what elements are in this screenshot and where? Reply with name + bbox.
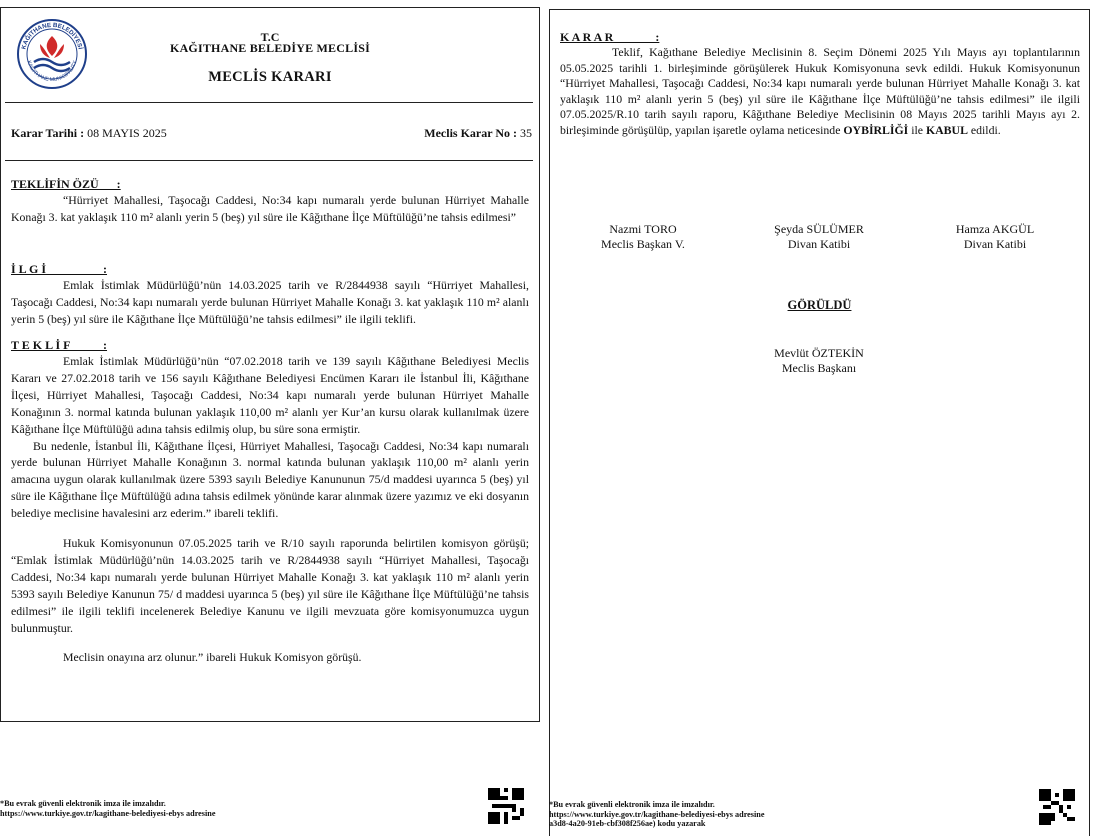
- right-footer-line-2[interactable]: https://www.turkiye.gov.tr/kagithane-belediyesi-ebys adresine: [549, 809, 765, 819]
- signature-2-role: Divan Katibi: [787, 237, 851, 251]
- signature-2-name: Şeyda SÜLÜMER: [774, 222, 864, 236]
- right-page: [549, 9, 1090, 836]
- karar-heading: K A R A R :: [560, 30, 660, 44]
- teklif-paragraph-2: Bu nedenle, İstanbul İli, Kâğıthane İlçesi, Hürriyet Mahallesi, Taşocağı Caddesi, No:34 kapı numaralı yerde bulunan Hürriyet Mahalle Konağının 3. normal katında bulunan yaklaşık 110,00 m² alanlı yerin amacına uygun olarak kullanılmak üzere 5393 sayılı Belediye Kanununun 75/d maddesi uyarınca 5 (beş) yıl süre ile Kâğıthane İlçe Müftülüğü adına tahsis edilmek yönünde karar alınmak üzere yazımız ve eki dosyanın belediye meclisine havalesini arz ederim.” ibareli teklifi.: [11, 438, 529, 521]
- meta-divider: [5, 160, 533, 161]
- footer-line-2[interactable]: https://www.turkiye.gov.tr/kagithane-belediyesi-ebys adresine: [0, 808, 216, 818]
- decision-date: [11, 126, 167, 141]
- section-komisyon: [11, 535, 529, 666]
- page-title: MECLİS KARARI: [208, 69, 332, 85]
- qr-code-icon: [1039, 789, 1075, 825]
- section-ilgi: [11, 262, 529, 328]
- ozu-text: “Hürriyet Mahallesi, Taşocağı Caddesi, No:34 kapı numaralı yerde bulunan Hürriyet Mahalle Konağı 3. kat yaklaşık 110 m² alanlı yerin 5 (beş) yıl süre ile Kâğıthane İlçe Müftülüğü’ne tahsis edilmesi”: [11, 193, 529, 224]
- signature-3-role: Divan Katibi: [963, 237, 1027, 251]
- header-tc: T.C: [260, 30, 280, 44]
- mayor-signature: [739, 346, 899, 376]
- signature-1-role: Meclis Başkan V.: [601, 237, 685, 251]
- section-karar: [560, 30, 1080, 139]
- ilgi-text: Emlak İstimlak Müdürlüğü’nün 14.03.2025 tarih ve R/2844938 sayılı “Hürriyet Mahallesi, Taşocağı Caddesi, No:34 kapı numaralı yerde bulunan Hürriyet Mahalle Konağı 3. kat yaklaşık 110 m² alanlı yerin 5 (beş) yıl süre ile Kâğıthane İlçe Müftülüğü’ne tahsis edilmesi” ile ilgili teklifi.: [11, 278, 529, 326]
- mayor-role: Meclis Başkanı: [781, 361, 857, 375]
- ozu-heading: TEKLİFİN ÖZÜ :: [11, 177, 121, 191]
- komisyon-paragraph-2: Meclisin onayına arz olunur.” ibareli Hukuk Komisyon görüşü.: [63, 650, 362, 665]
- ilgi-heading: İ L G İ :: [11, 262, 108, 276]
- decision-date-value: 08 MAYIS 2025: [84, 126, 167, 140]
- decision-number: [424, 126, 532, 141]
- karar-unanimous: OYBİRLİĞİ: [843, 122, 909, 137]
- karar-text-part-a: Teklif, Kağıthane Belediye Meclisinin 8. Seçim Dönemi 2025 Yılı Mayıs ayı toplantılarının 05.05.2025 tarihli 1. birleşiminde görüşülerek Hukuk Komisyonuna sevk edildi. Hukuk Komisyonunun “Hürriyet Mahallesi, Taşocağı Caddesi, No:34 kapı numaralı yerde bulunan Hürriyet Mahalle Konağı 3. kat yaklaşık 110 m² alanlı yerin 5 (beş) yıl süre ile Kâğıthane İlçe Müftülüğü’ne tahsis edilmesi” ile ilgili 07.05.2025/R.10 tarih sayılı raporu, Kâğıthane Belediye Meclisinin 08 Mayıs 2025 tarihli Mayıs ayı 2. birleşiminde görüşülüp, yapılan işaretle oylama neticesinde: [560, 45, 1080, 137]
- goruldu-heading: GÖRÜLDÜ: [787, 298, 852, 312]
- teklif-paragraph-1: Emlak İstimlak Müdürlüğü’nün “07.02.2018 tarih ve 139 sayılı Kâğıthane Belediyesi Meclis Kararı ve 27.02.2018 tarih ve 156 sayılı Kâğıthane Belediyesi Encümen Kararı ile İstanbul İli, Kâğıthane İlçesi, Hürriyet Mahallesi, Taşocağı Caddesi, No:34 kapı numaralı yerde bulunan Hürriyet Mahalle Konağının 3. normal katında bulunan yaklaşık 110,00 m² alanlı yer Kur’an kursu olarak kullanılmak üzere Kâğıthane İlçe Müftülüğü adına tahsis edilmiş olup, bu süre sona ermiştir.: [11, 354, 529, 436]
- signature-2: [739, 222, 899, 252]
- left-page: [0, 7, 540, 836]
- signature-1: [563, 222, 723, 252]
- logo-text-bottom: KAGITHANE MUNICIPALITY: [25, 60, 79, 84]
- signature-3: [915, 222, 1075, 252]
- mayor-name: Mevlüt ÖZTEKİN: [774, 346, 864, 360]
- decision-number-label: Meclis Karar No :: [424, 126, 517, 140]
- logo-text-top: KAĞITHANE BELEDİYESİ: [20, 21, 84, 51]
- karar-text-part-c: edildi.: [967, 122, 1001, 137]
- signature-1-name: Nazmi TORO: [609, 222, 677, 236]
- signature-3-name: Hamza AKGÜL: [955, 222, 1035, 236]
- komisyon-paragraph-1: Hukuk Komisyonunun 07.05.2025 tarih ve R/10 sayılı raporunda belirtilen komisyon görüşü; “Emlak İstimlak Müdürlüğü’nün 14.03.2025 tarih ve R/2844938 sayılı “Hürriyet Mahallesi, Taşocağı Caddesi, No:34 kapı numaralı yerde bulunan Hürriyet Mahalle Konağı 3. kat yaklaşık 110 m² alanlı yerin 5393 sayılı Belediye Kanunun 75/ d maddesi uyarınca 5 (beş) yıl süre ile Kâğıthane İlçe Müftülüğü’ne tahsis edilmesi” ile ilgili teklifi incelenerek Belediye Kanunu ve ilgili mevzuata göre komisyonumuzca uygun bulunmuştur.: [11, 536, 529, 635]
- karar-text: [560, 45, 1080, 139]
- footer-line-1: *Bu evrak güvenli elektronik imza ile imzalıdır.: [0, 799, 166, 808]
- left-footer: [0, 799, 215, 818]
- teklif-heading: T E K L İ F :: [11, 338, 108, 352]
- section-teklif: [11, 338, 529, 522]
- header-council-name: KAĞITHANE BELEDİYE MECLİSİ: [170, 41, 370, 55]
- decision-number-value: 35: [517, 126, 532, 140]
- header-divider: [5, 102, 533, 103]
- decision-date-label: Karar Tarihi :: [11, 126, 85, 140]
- right-footer: [549, 800, 764, 829]
- karar-accepted: KABUL: [925, 122, 968, 137]
- karar-text-part-b: ile: [908, 122, 926, 137]
- qr-code-icon: [488, 788, 524, 824]
- section-ozu: [11, 177, 529, 226]
- right-footer-line-1: *Bu evrak güvenli elektronik imza ile imzalıdır.: [549, 800, 715, 809]
- right-footer-line-3: a3d8-4a20-91eb-cbf308f256ae) kodu yazarak: [549, 819, 706, 828]
